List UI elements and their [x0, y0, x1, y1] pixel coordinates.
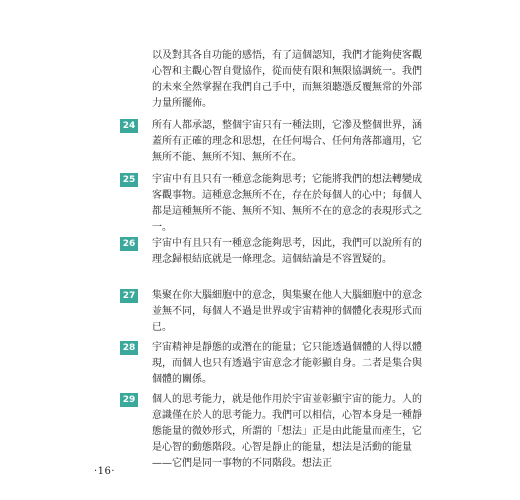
item-text: 宇宙中有且只有一種意念能夠思考；它能將我們的想法轉變成客觀事物。這種意念無所不在，存在於每個人的心中；每個人都是這種無所不能、無所不知、無所不在的意念的表現形式之一。 — [152, 174, 422, 233]
item-text: 個人的思考能力，就是他作用於宇宙並彰顯宇宙的能力。人的意識僅在於人的思考能力。我們可以相信，心智本身是一種靜態能量的微妙形式，所謂的「想法」正是由此能量而產生，它是心智的動態階段。心智是靜止的能量，想法是活動的能量——它們是同一事物的不同階段。想法正 — [152, 394, 422, 469]
item-text: 所有人都承認，整個宇宙只有一種法則，它滲及整個世界，涵蓋所有正確的理念和思想，在任何場合、任何角落都適用，它無所不能、無所不知、無所不在。 — [152, 120, 422, 163]
item-number-badge: 25 — [120, 173, 138, 187]
item-number-badge: 24 — [120, 119, 138, 133]
page-number: ·16· — [94, 466, 116, 477]
item-number-badge: 26 — [120, 237, 138, 251]
intro-paragraph: 以及對其各自功能的感悟，有了這個認知，我們才能夠使客觀心智和主觀心智自覺協作，從而使有限和無限協調統一。我們的未來全然掌握在我們自己手中，而無須聽憑反覆無常的外部力量所擺佈。 — [152, 50, 422, 109]
item-text: 宇宙精神是靜態的或潛在的能量；它只能透過個體的人得以體現，而個人也只有透過宇宙意念才能彰顯自身。二者是集合與個體的關係。 — [152, 342, 422, 385]
item-number-badge: 29 — [120, 393, 138, 407]
item-number-badge: 27 — [120, 289, 138, 303]
item-text: 集聚在你大腦細胞中的意念，與集聚在他人大腦細胞中的意念並無不同，每個人不過是世界或宇宙精神的個體化表現形式而已。 — [152, 290, 422, 333]
item-text: 宇宙中有且只有一種意念能夠思考，因此，我們可以說所有的理念歸根結底就是一條理念。這個結論是不容置疑的。 — [152, 238, 422, 265]
item-number-badge: 28 — [120, 341, 138, 355]
